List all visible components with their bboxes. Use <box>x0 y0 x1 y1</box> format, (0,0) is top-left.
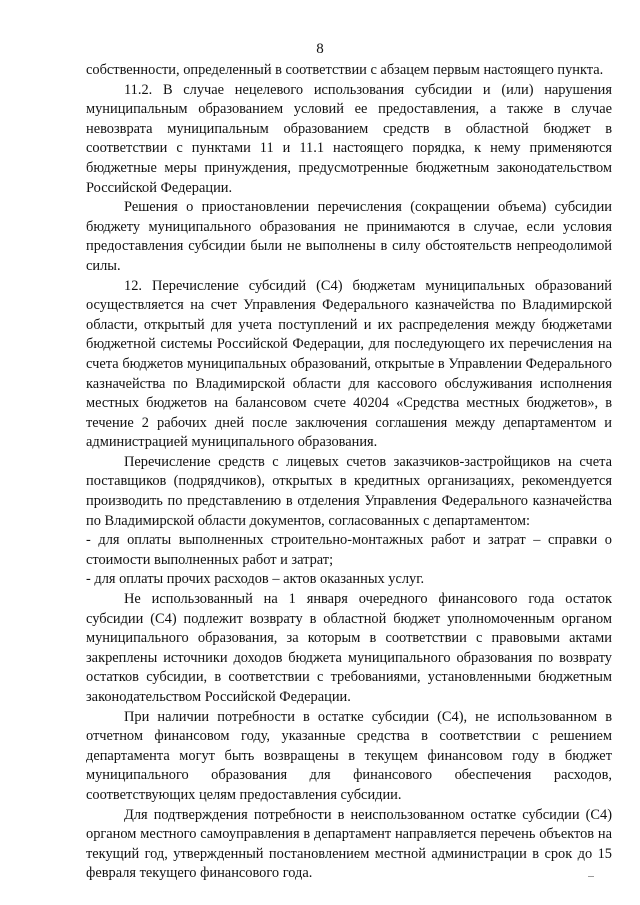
scan-artifact <box>588 876 594 877</box>
list-item-other-expenses: - для оплаты прочих расходов – актов оказанных услуг. <box>86 571 425 588</box>
paragraph-need-confirmation: Для подтверждения потребности в неиспользованном остатке субсидии (С4) органом местного самоуправления в департамент направляется перечень объектов на текущий год, утвержденный постановлением местной администрации в срок до 15 февраля текущего финансового года. <box>86 806 612 882</box>
paragraph-suspension-decisions: Решения о приостановлении перечисления (сокращении объема) субсидии бюджету муниципального образования не принимаются в случае, если условия предоставления субсидии были не выполнены в силу обстоятельств непреодолимой силы. <box>86 199 612 274</box>
paragraph-12: 12. Перечисление субсидий (С4) бюджетам муниципальных образований осуществляется на счет Управления Федерального казначейства по Владимирской области, открытый для учета поступлений и их распределения между бюджетами бюджетной системы Российской Федерации, для последующего их перечисления на счета бюджетов муниципальных образований, открытые в Управлении Федерального казначейства по Владимирской области для кассового обслуживания исполнения местных бюджетов на балансовом счете 40204 «Средства местных бюджетов», в течение 2 рабочих дней после заключения соглашения между департаментом и администрацией муниципального образования. <box>86 277 612 451</box>
paragraph-transfer-from-accounts: Перечисление средств с лицевых счетов заказчиков-застройщиков на счета поставщиков (подрядчиков), открытых в кредитных организациях, рекомендуется производить по представлению в отделения Управления Федерального казначейства по Владимирской области документов, согласованных с департаментом: <box>86 453 612 529</box>
paragraph-11-2: 11.2. В случае нецелевого использования субсидии и (или) нарушения муниципальным образованием условий ее предоставления, а также в случае невозврата муниципальным образованием средств в областной бюджет в соответствии с пунктами 11 и 11.1 настоящего порядка, к нему применяются бюджетные меры принуждения, предусмотренные бюджетным законодательством Российской Федерации. <box>86 81 612 196</box>
list-item-construction-works: - для оплаты выполненных строительно-монтажных работ и затрат – справки о стоимости выполненных работ и затрат; <box>86 532 612 568</box>
page-number: 8 <box>316 41 324 57</box>
paragraph-unused-balance-return: Не использованный на 1 января очередного финансового года остаток субсидии (С4) подлежит возврату в областной бюджет уполномоченным органом муниципального образования, за которым в соответствии с правовыми актами закреплены источники доходов бюджета муниципального образования по возврату остатков субсидии, в соответствии с требованиями, установленными бюджетным законодательством Российской Федерации. <box>86 591 612 705</box>
paragraph-balance-need: При наличии потребности в остатке субсидии (С4), не использованном в отчетном финансовом году, указанные средства в соответствии с решением департамента могут быть возвращены в текущем финансовом году в бюджет муниципального образования для финансового обеспечения расходов, соответствующих целям предоставления субсидии. <box>86 708 612 803</box>
paragraph-continuation: собственности, определенный в соответствии с абзацем первым настоящего пункта. <box>86 62 604 78</box>
document-body <box>86 61 612 884</box>
